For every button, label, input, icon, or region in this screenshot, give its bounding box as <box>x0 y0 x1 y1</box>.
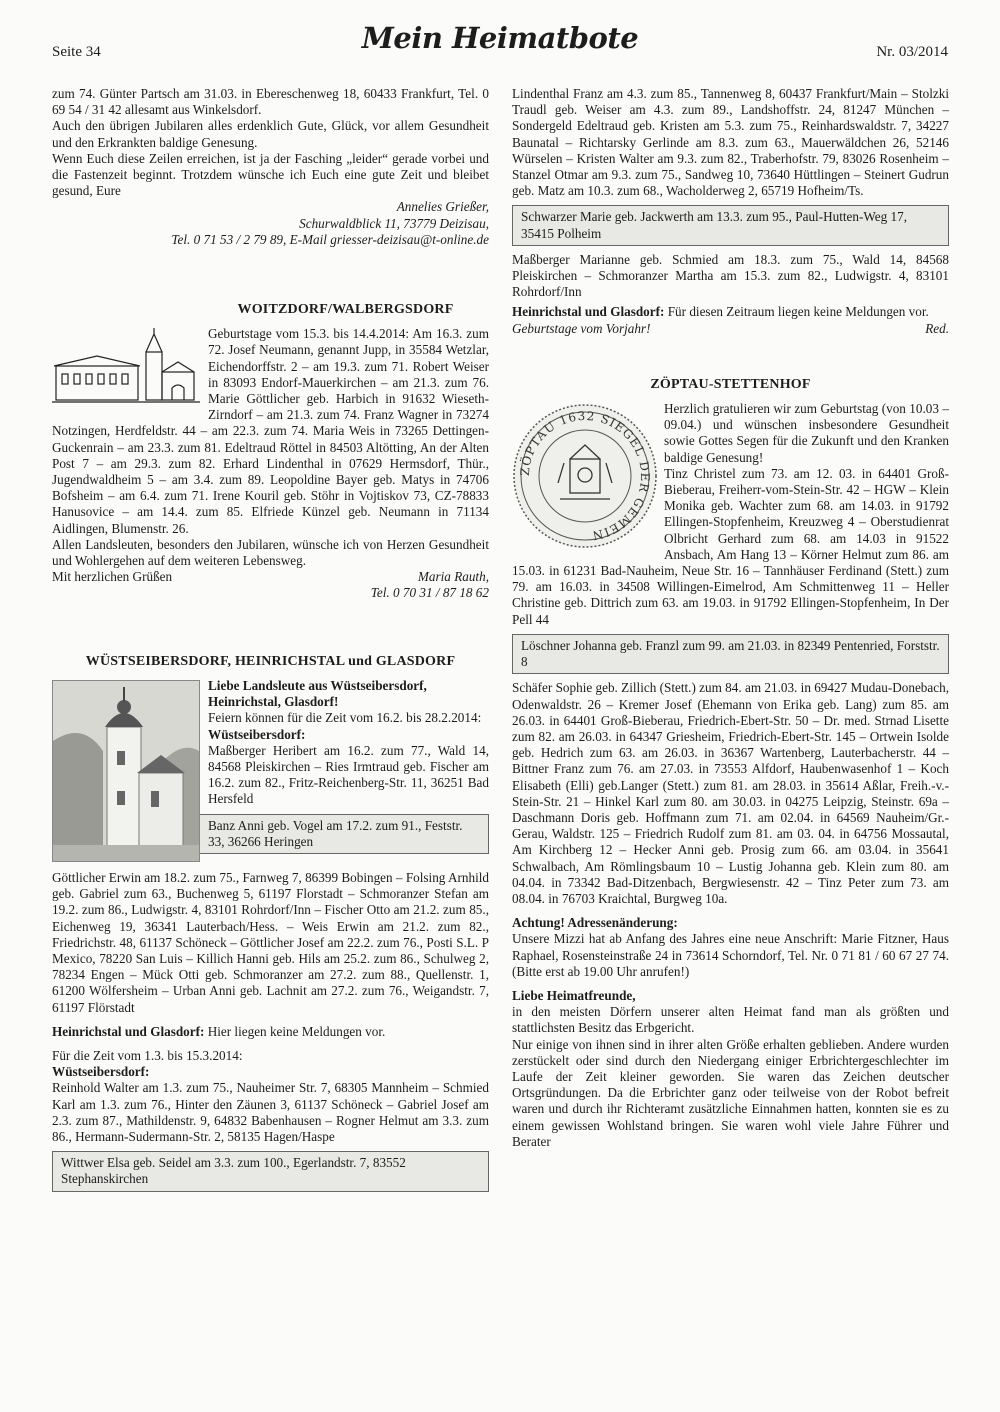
section-title-woitzdorf: WOITZDORF/WALBERGSDORF <box>237 302 454 318</box>
issue-number: Nr. 03/2014 <box>876 44 948 60</box>
editor-mark: Red. <box>925 320 949 336</box>
section-title-wuestseibersdorf: WÜSTSEIBERSDORF, HEINRICHSTAL und GLASDORF <box>85 653 456 669</box>
woitzdorf-greeting: Allen Landsleuten, besonders den Jubilaren, wünsche ich von Herzen Gesundheit und Wohlergehen auf dem weiteren Lebensweg. <box>52 536 489 569</box>
heinrichstal-note-right <box>512 304 949 320</box>
masthead-logo: Mein Heimatbote <box>361 21 639 55</box>
wuest-greeting: Liebe Landsleute aus Wüstseibersdorf, Heinrichstal, Glasdorf! <box>208 677 427 710</box>
heinrichstal-label: Heinrichstal und Glasdorf: <box>512 304 665 320</box>
woitzdorf-signature-name: Maria Rauth, <box>417 569 489 585</box>
left-column <box>52 86 489 1198</box>
village-church-drawing-icon <box>52 328 200 406</box>
highlight-text: Wittwer Elsa geb. Seidel am 3.3. zum 100., Egerlandstr. 7, 83552 Stephanskirchen <box>61 1155 406 1187</box>
address-change-title: Achtung! Adressenänderung: <box>512 915 678 931</box>
heinrichstal-text: Für diesen Zeitraum liegen keine Meldungen vor. <box>667 304 929 320</box>
heinrichstal-text: Hier liegen keine Meldungen vor. <box>207 1023 386 1039</box>
intro-paragraph: zum 74. Günter Partsch am 31.03. in Ebereschenweg 18, 60433 Frankfurt, Tel. 0 69 54 / 31 42 allesamt aus Winkelsdorf. <box>52 86 489 118</box>
woitzdorf-sign-off: Mit herzlichen Grüßen <box>52 569 173 585</box>
highlight-box-loeschner <box>512 634 949 674</box>
heinrichstal-note <box>52 1024 489 1040</box>
address-change-text: Unsere Mizzi hat ab Anfang des Jahres eine neue Anschrift: Marie Fitzner, Haus Raphael, Rosensteinstraße 24 in 73614 Schorndorf, Tel. Nr. 0 71 81 / 60 67 27 74. (Bitte erst ab 19.00 Uhr anrufen!) <box>512 931 949 979</box>
church-photo <box>52 680 200 862</box>
intro-paragraph: Wenn Euch diese Zeilen erreichen, ist ja der Fasching „leider“ gerade vorbei und die Fastenzeit beginnt. Trotzdem wünsche ich Euch eine gute Zeit und bleibet gesund, Eure <box>52 150 489 199</box>
wuest-entry: Maßberger Heribert am 16.2. zum 77., Wald 14, 84568 Pleiskirchen – Ries Irmtraud geb. Fischer am 16.2. zum 82., Fritz-Reichenberg-Str. 11, 36251 Bad Hersfeld <box>208 742 489 807</box>
continued-entries: Lindenthal Franz am 4.3. zum 85., Tannenweg 8, 60437 Frankfurt/Main – Stolzki Traudl geb. Weiser am 4.3. zum 89., Landshoffstr. 24, 81247 München – Sondergeld Edeltraud geb. Kristen am 5.3. zum 75., Reinhardswaldstr. 7, 34227 Baunatal – Richtarsky Gerlinde am 8.3. zum 63., Mauerwäldchen 26, 52146 Würselen – Kristen Walter am 9.3. zum 82., Traberhofstr. 79, 83026 Rosenheim – Stanzel Otmar am 9.3. zum 75., Sandweg 10, 73640 Hüttlingen – Steinert Gudrun geb. Matz am 10.3. zum 68., Wacholderweg 2, 65719 Hofheim/Ts. <box>512 86 949 199</box>
zoeptau-entries: Tinz Christel zum 73. am 12. 03. in 64401 Groß-Bieberau, Freiherr-vom-Stein-Str. 42 – HGW – Klein Monika geb. Wachter zum 68. am 14.03. in 91792 Ellingen-Stopfenheim, Kreuzweg 4 – Oberstudienrat Olbricht Gerhard zum 68. am 14.03 in 91522 Ansbach, Am Hang 13 – Körner Helmut zum 86. am 15.03. in 61231 Bad-Nauheim, Neue Str. 16 – Tannhäuser Ferdinand (Stett.) zum 79. am 16.03. in 34508 Willingen-Eimelrod, Am Schmittenweg 11 – Heller Christine geb. Dittrich zum 63. am 19.03. in 91792 Ellingen-Stopfenheim, In Der Pell 44 <box>512 465 949 627</box>
seal-inscription: ZÖPTAU 1632 SIEGEL DER GEMEIN <box>517 408 653 543</box>
zoeptau-intro: Herzlich gratulieren wir zum Geburtstag (von 10.03 – 09.04.) und wünschen insbesondere Gesundheit sowie Gottes Segen für die Zukunft und den Kranken baldige Genesung! <box>664 401 949 465</box>
wuest-place: Wüstseibersdorf: <box>208 726 306 742</box>
letter-text: Nur einige von ihnen sind in ihrer alten Größe erhalten geblieben. Andere wurden zerstückelt oder sind durch den Niedergang einiger Erbrichtergeschlechter im Laufe der Zeit kleiner geworden. Sie waren das Zeichen deutscher Ortsgründungen. Da die Erbrichter ganz oder teilweise von der Robot befreit waren und durch ihr Richteramt zusätzliche Einnahmen hatten, konnten sie es zu einem gewissen Wohlstand bringen. Sie waren wohl viele Jahre Führer und Berater <box>512 1036 949 1149</box>
highlight-text: Schwarzer Marie geb. Jackwerth am 13.3. zum 95., Paul-Hutten-Weg 17, 35415 Polheim <box>521 209 908 241</box>
signature-contact: Tel. 0 71 53 / 2 79 89, E-Mail griesser-deizisau@t-online.de <box>171 231 489 247</box>
vorjahr-note: Geburtstage vom Vorjahr! <box>512 320 651 336</box>
signature-address: Schurwaldblick 11, 73779 Deizisau, <box>299 215 489 231</box>
woitzdorf-signature-tel: Tel. 0 70 31 / 87 18 62 <box>370 585 489 601</box>
page-number: Seite 34 <box>52 44 101 60</box>
highlight-text: Löschner Johanna geb. Franzl zum 99. am 21.03. in 82349 Pentenried, Forststr. 8 <box>521 637 940 670</box>
section-title-zoeptau: ZÖPTAU-STETTENHOF <box>650 376 811 392</box>
letter-salutation: Liebe Heimatfreunde, <box>512 987 636 1003</box>
letter-text: in den meisten Dörfern unserer alten Heimat fand man als größten und stattlichsten Besitz das Erbgericht. <box>512 1004 949 1036</box>
wuest-period: Feiern können für die Zeit vom 16.2. bis 28.2.2014: <box>208 710 482 726</box>
woitzdorf-birthdays: Geburtstage vom 15.3. bis 14.4.2014: Am 16.3. zum 72. Josef Neumann, genannt Jupp, in 35584 Wetzlar, Eichendorffstr. 2 – am 19.3. zum 71. Robert Weiser in 83093 Endorf-Mauerkirchen – am 21.3. zum 76. Marie Göttlicher geb. Harbich in 91632 Wieseth-Zirndorf – am 21.3. zum 74. Franz Wagner in 73274 Notzingen, Herdfeldstr. 44 – am 22.3. zum 74. Maria Weis in 73265 Dettingen-Guckenrain – am 23.3. zum 81. Edeltraud Röttel in 84503 Altötting, An der Alten Post 7 – am 29.3. zum 82. Erhard Lindenthal in 07629 Hermsdorf, Thür., Jugendwaldheim 5 – am 3.4. zum 89. Leopoldine Bayer geb. Matys in 74706 Bofsheim – am 6.4. zum 71. Irene Kouril geb. Stöhr in Vojtiskov 73, CZ-78833 Hanusovice – am 14.4. zum 85. Elfriede Künzel geb. Neumann in 71134 Aidlingen, Blumenstr. 26. <box>52 326 489 536</box>
municipal-seal-icon <box>512 403 658 549</box>
highlight-box-wittwer <box>52 1151 489 1191</box>
highlight-text: Banz Anni geb. Vogel am 17.2. zum 91., Feststr. 33, 36266 Heringen <box>208 817 463 849</box>
wuest-entries: Göttlicher Erwin am 18.2. zum 75., Farnweg 7, 86399 Bobingen – Folsing Arnhild geb. Gabriel zum 63., Buchenweg 5, 61197 Florstadt – Schmoranzer Stefan am 19.2. zum 86., Ludwigstr. 4, 83101 Rohrdorf/Inn – Fischer Otto am 21.2. zum 85., Eichenweg 19, 36341 Lauterbach/Hess. – Weis Erwin am 21.2. zum 82., Friedrichstr. 48, 61137 Schöneck – Göttlicher Josef am 22.2. zum 76., Posti S.L. P Mexico, 78220 San Luis – Killich Hanni geb. Hils am 25.2. zum 86., Schulweg 2, 78234 Engen – Mück Otti geb. Schmoranzer am 27.2. zum 88., Quellenstr. 1, 61200 Wölfersheim – Urban Anni geb. Lachnit am 27.2. zum 76., Weigandstr. 7, 61197 Flörstadt <box>52 869 489 1015</box>
wuest-place-2: Wüstseibersdorf: <box>52 1064 150 1080</box>
wuest-period-2: Für die Zeit vom 1.3. bis 15.3.2014: <box>52 1047 243 1063</box>
intro-paragraph: Auch den übrigen Jubilaren alles erdenklich Gute, Glück, vor allem Gesundheit und den Erkrankten baldige Genesung. <box>52 118 489 150</box>
wuest-entries-2: Reinhold Walter am 1.3. zum 75., Nauheimer Str. 7, 68305 Mannheim – Schmied Karl am 1.3. zum 76., Hinter den Zäunen 3, 61137 Schöneck – Gabriel Josef am 2.3. zum 87., Mathildenstr. 9, 64832 Babenhausen – Rogner Helmut am 3.3. zum 86., Hermann-Sudermann-Str. 2, 58135 Hagen/Haspe <box>52 1080 489 1144</box>
zoeptau-entries-2: Schäfer Sophie geb. Zillich (Stett.) zum 84. am 21.03. in 69427 Mudau-Donebach, Odenwaldstr. 26 – Kremer Josef (Ehemann von Erika geb. Lang) zum 85. am 26.03. in 64401 Groß-Bieberau, Friedrich-Ebert-Str. 50 – Dr. med. Strnad Lisette zum 82. am 26.03. in 64347 Griesheim, Friedrich-Ebert-Str. 145 – Ortwein Isolde geb. Hedrich zum 63. am 26.03. in 36367 Wartenberg, Lauterbacherstr. 44 – Bittner Franz zum 76. am 27.03. in 73553 Alfdorf, Haubenwasenhof 1 – Koch Elisabeth (Elli) geb.Langer (Stett.) zum 81. am 28.03. in 35614 Aßlar, Freih.-v.-Stein-Str. 21 – Hinkel Karl zum 80. am 30.03. in 04275 Leipzig, Steinstr. 69a – Daschmann Doris geb. Hoffmann zum 71. am 02.04. in 64569 Nauheim/Gr.-Gerau, Waldstr. 125 – Friedrich Rudolf zum 81. am 03. 04. in 64756 Mossautal, Am Kirchberg 12 – Hecker Anni geb. Prosig zum 66. am 03.04. in 35641 Schwalbach, Am Römlingsbaum 10 – Lustig Johanna geb. Klein zum 80. am 04.04. in 73342 Bad-Ditzenbach, Bergwiesenstr. 42 – Tinz Peter zum 73. am 08.04. in 76703 Kraichtal, Burgweg 10a. <box>512 680 949 906</box>
right-column <box>512 86 949 1150</box>
continued-entries-2: Maßberger Marianne geb. Schmied am 18.3. zum 75., Wald 14, 84568 Pleiskirchen – Schmoranzer Martha am 15.3. zum 82., Ludwigstr. 4, 83101 Rohrdorf/Inn <box>512 251 949 300</box>
highlight-box-schwarzer <box>512 205 949 245</box>
heinrichstal-label: Heinrichstal und Glasdorf: <box>52 1023 205 1039</box>
signature-name: Annelies Grießer, <box>396 199 489 215</box>
